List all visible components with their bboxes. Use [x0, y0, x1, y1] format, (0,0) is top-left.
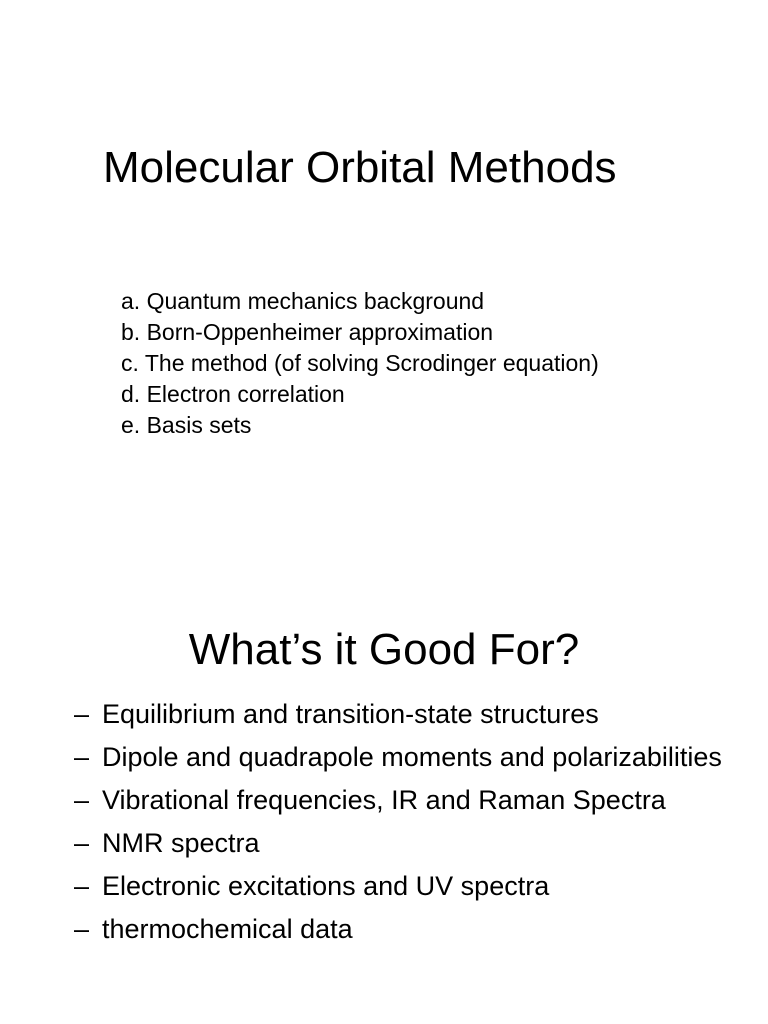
outline-list	[121, 286, 599, 441]
bullet-list	[74, 695, 754, 953]
slide-title: Molecular Orbital Methods	[103, 143, 617, 192]
bullet-item	[74, 910, 754, 948]
bullet-item	[74, 824, 754, 862]
slide-title: What’s it Good For?	[188, 625, 580, 674]
bullet-text: thermochemical data	[102, 914, 353, 944]
dash-bullet: –	[74, 828, 90, 858]
outline-item-a: a. Quantum mechanics background	[121, 288, 485, 314]
dash-bullet: –	[74, 914, 90, 944]
bullet-text: Electronic excitations and UV spectra	[102, 871, 550, 901]
dash-bullet: –	[74, 742, 90, 772]
slide-whats-it-good-for	[0, 512, 768, 1024]
bullet-item	[74, 867, 754, 905]
outline-item-d: d. Electron correlation	[121, 381, 345, 407]
outline-item-c: c. The method (of solving Scrodinger equation)	[121, 350, 599, 376]
dash-bullet: –	[74, 871, 90, 901]
outline-item-b: b. Born-Oppenheimer approximation	[121, 319, 494, 345]
dash-bullet: –	[74, 699, 90, 729]
bullet-item	[74, 738, 754, 776]
bullet-text: Vibrational frequencies, IR and Raman Spectra	[102, 785, 666, 815]
bullet-item	[74, 695, 754, 733]
outline-item-e: e. Basis sets	[121, 412, 252, 438]
dash-bullet: –	[74, 785, 90, 815]
bullet-item	[74, 781, 754, 819]
bullet-text: Equilibrium and transition-state structures	[102, 699, 599, 729]
bullet-text: NMR spectra	[102, 828, 260, 858]
bullet-text: Dipole and quadrapole moments and polarizabilities	[102, 742, 722, 772]
